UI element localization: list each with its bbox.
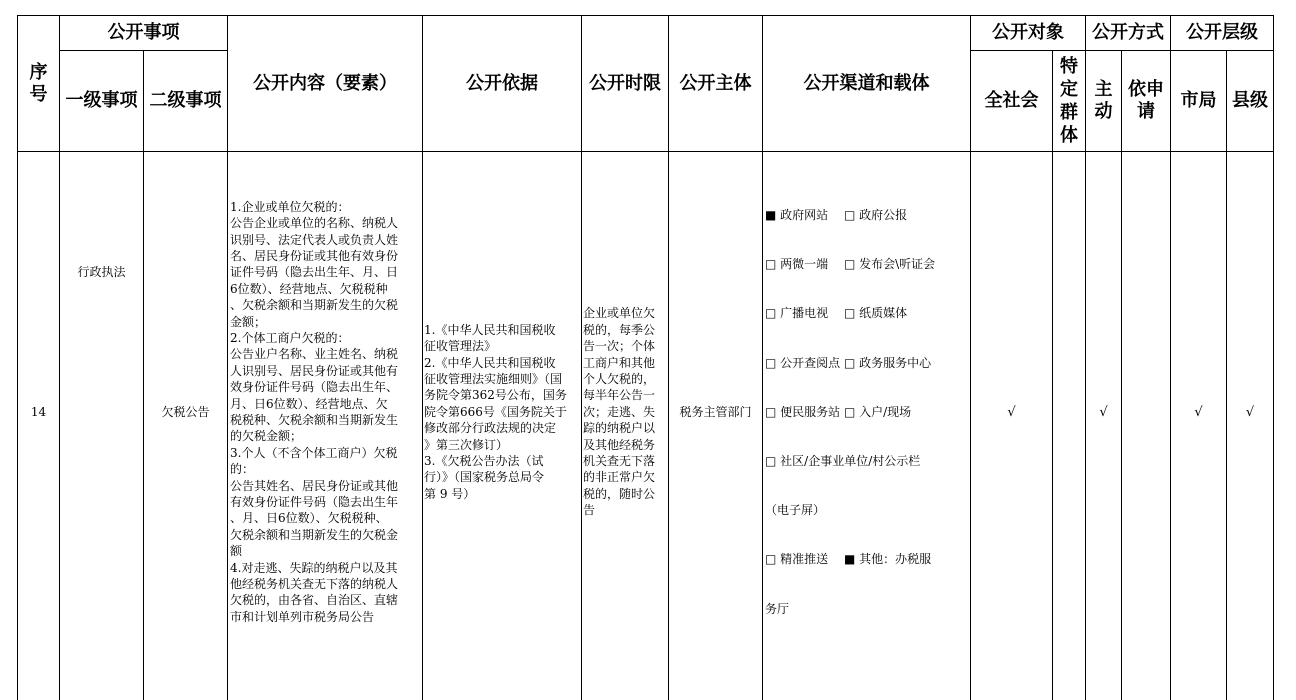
row-target-all-check: √	[1007, 404, 1016, 420]
header-level-county: 县级	[1232, 90, 1268, 111]
channel-line: □ 精准推送 ■ 其他：办税服	[765, 552, 932, 567]
header-mode-request-text: 依申请	[1128, 79, 1164, 122]
row-mode-active-check: √	[1099, 404, 1108, 420]
channel-line: （电子屏）	[765, 503, 826, 518]
header-subject: 公开主体	[679, 72, 752, 94]
row-basis: 1.《中华人民共和国税收 征收管理法》 2.《中华人民共和国税收 征收管理法实施细则》（国 务院令第362号公布，国务 院令第666号《国务院关于 修改部分行政法规的决定 》第三次修订） 3.《欠税公告办法（试 行）》（国家税务总局令 第 9 号）	[424, 322, 567, 501]
header-target-all: 全社会	[984, 90, 1039, 111]
header-content: 公开内容（要素）	[253, 72, 397, 94]
header-level1: 一级事项	[65, 90, 138, 111]
row-level1: 行政执法	[77, 264, 126, 279]
header-target-specific	[1053, 51, 1085, 151]
channel-line: □ 广播电视 □ 纸质媒体	[765, 306, 908, 321]
header-time-limit: 公开时限	[589, 72, 661, 94]
channel-list	[765, 174, 935, 650]
header-mode-active	[1086, 51, 1121, 151]
row-content: 1.企业或单位欠税的： 公告企业或单位的名称、纳税人 识别号、法定代表人或负责人姓 名、居民身份证或其他有效身份 证件号码（隐去出生年、月、日 6位数）、经营地点、欠税税种 、欠税余额和当期新发生的欠税 金额； 2.个体工商户欠税的： 公告业户名称、业主姓名、纳税 人识别号、居民身份证或其他有 效身份证件号码（隐去出生年、 月、日6位数）、经营地点、欠 税税种、欠税余额和当期新发生 的欠税金额； 3.个人（不含个体工商户）欠税 的： 公告其姓名、居民身份证或其他 有效身份证件号码（隐去出生年 、月、日6位数）、欠税税种、 欠税余额和当期新发生的欠税金 额 4.对走逃、失踪的纳税户以及其 他经税务机关查无下落的纳税人 欠税的，由各省、自治区、直辖 市和计划单列市税务局公告	[230, 199, 399, 624]
row-seq: 14	[30, 404, 47, 419]
row-level-city-check: √	[1194, 404, 1203, 420]
header-channel: 公开渠道和载体	[803, 72, 930, 94]
row-level2: 欠税公告	[161, 404, 210, 419]
header-mode-request	[1122, 51, 1170, 151]
row-target-specific-check	[1053, 152, 1085, 672]
header-mode-active-text: 主动	[1094, 79, 1113, 122]
channel-line: □ 社区/企事业单位/村公示栏	[765, 454, 921, 469]
header-seq-text: 序号	[29, 61, 48, 105]
header-level-city: 市局	[1180, 90, 1217, 111]
channel-line: □ 公开查阅点 □ 政务服务中心	[765, 355, 932, 370]
header-level-group: 公开层级	[1186, 22, 1258, 43]
row-channels	[765, 152, 970, 672]
channel-line: 务厅	[765, 601, 790, 616]
channel-line: □ 两微一端 □ 发布会\听证会	[765, 257, 936, 272]
header-level2: 二级事项	[149, 90, 222, 111]
header-target-group: 公开对象	[992, 22, 1064, 43]
header-mode-group: 公开方式	[1092, 22, 1164, 43]
header-target-specific-text: 特定群体	[1060, 56, 1078, 146]
header-items-group: 公开事项	[107, 22, 180, 43]
header-seq	[18, 16, 59, 151]
row-subject: 税务主管部门	[679, 404, 752, 419]
row-mode-request-check	[1122, 152, 1170, 672]
header-basis: 公开依据	[466, 72, 538, 94]
row-time-limit: 企业或单位欠 税的，每季公 告一次；个体 工商户和其他 个人欠税的， 每半年公告一 次；走逃、失 踪的纳税户以 及其他经税务 机关查无下落 的非正常户欠 税的，随时公 告	[583, 306, 656, 518]
channel-line: ■ 政府网站 □ 政府公报	[765, 207, 908, 222]
channel-line: □ 便民服务站 □ 入户/现场	[765, 404, 912, 419]
row-level-county-check: √	[1245, 404, 1255, 420]
